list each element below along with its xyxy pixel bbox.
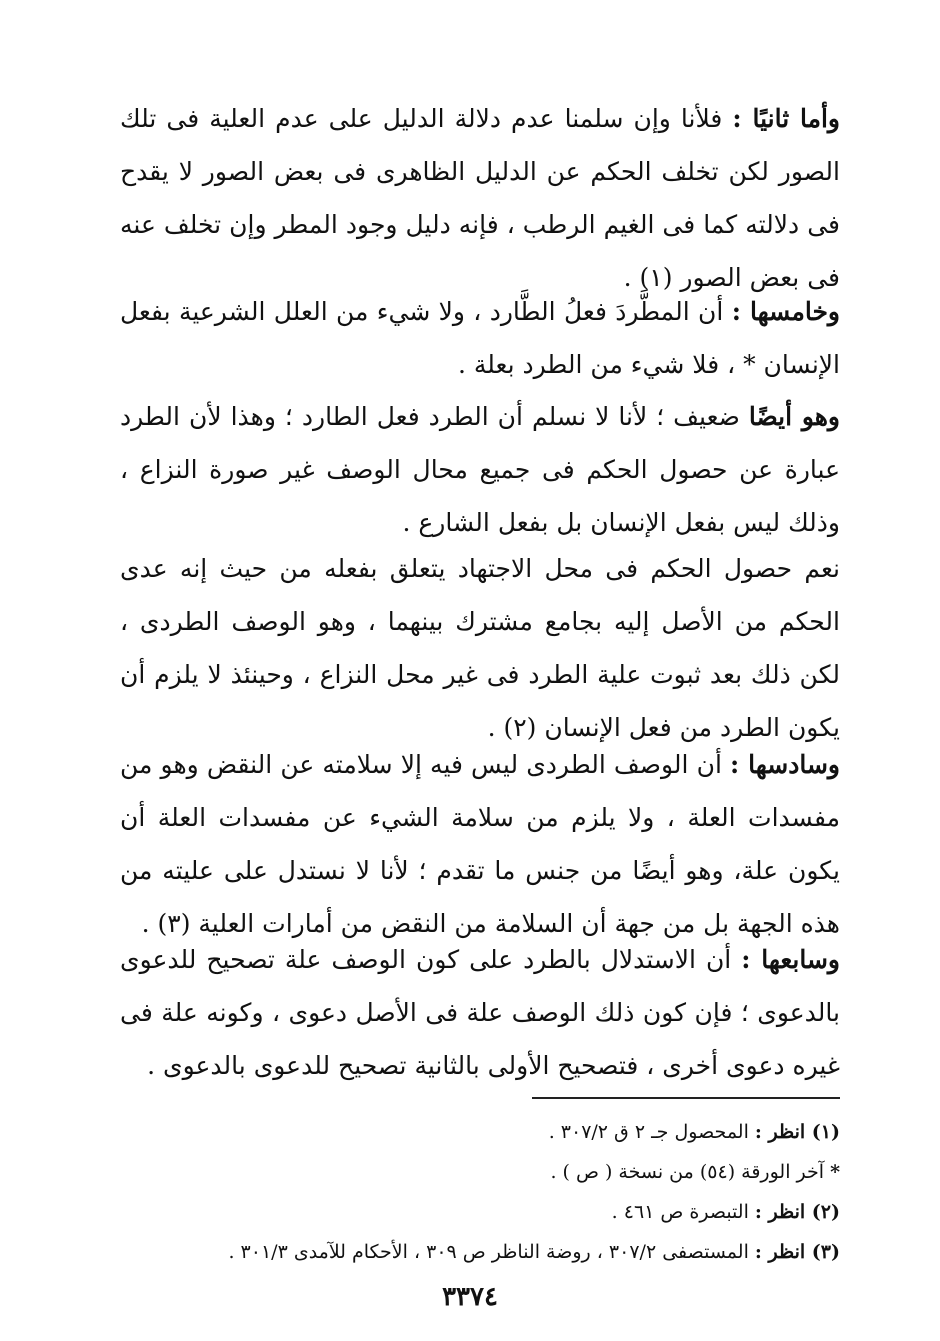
- paragraph-lead: وهو أيضًا: [748, 402, 840, 431]
- footnote-label: (١) انظر :: [754, 1121, 840, 1143]
- paragraph-3: [120, 390, 840, 549]
- paragraph-4: [120, 542, 840, 754]
- paragraph-5: [120, 738, 840, 950]
- footnote-item: [130, 1232, 840, 1272]
- footnote-label: (٣) انظر :: [754, 1241, 840, 1263]
- paragraph-text: ضعيف ؛ لأنا لا نسلم أن الطرد فعل الطارد ؛ وهذا لأن الطرد عبارة عن حصول الحكم فى جميع محال الوصف غير صورة النزاع ، وذلك ليس بفعل الإنسان بل بفعل الشارع .: [120, 402, 840, 537]
- footnote-label: (٢) انظر :: [754, 1201, 840, 1223]
- paragraph-2: [120, 285, 840, 391]
- page-number: ٣٣٧٤: [442, 1282, 498, 1312]
- footnote-text: التبصرة ص ٤٦١ .: [611, 1201, 755, 1223]
- footnote-text: المحصول جـ ٢ ق ٣٠٧/٢ .: [548, 1121, 755, 1143]
- paragraph-lead: وأما ثانيًا :: [732, 104, 840, 133]
- paragraph-lead: وسابعها :: [741, 945, 840, 974]
- footnote-item: [130, 1152, 840, 1192]
- footnote-item: [130, 1112, 840, 1152]
- footnote-item: [130, 1192, 840, 1232]
- paragraph-text: أن الوصف الطردى ليس فيه إلا سلامته عن النقض وهو من مفسدات العلة ، ولا يلزم من سلامة الشيء عن مفسدات العلة أن يكون علة، وهو أيضًا من جنس ما تقدم ؛ لأنا لا نستدل على عليته من هذه الجهة بل من جهة أن السلامة من النقض من أمارات العلية (٣) .: [120, 750, 840, 938]
- footnotes: [130, 1112, 840, 1272]
- paragraph-lead: وسادسها :: [730, 750, 840, 779]
- footnote-text: المستصفى ٣٠٧/٢ ، روضة الناظر ص ٣٠٩ ، الأحكام للآمدى ٣٠١/٣ .: [228, 1241, 755, 1263]
- footnote-divider: [532, 1097, 840, 1099]
- paragraph-text: نعم حصول الحكم فى محل الاجتهاد يتعلق بفعله من حيث إنه عدى الحكم من الأصل إليه بجامع مشترك بينهما ، وهو الوصف الطردى ، لكن ذلك بعد ثبوت علية الطرد فى غير محل النزاع ، وحينئذ لا يلزم أن يكون الطرد من فعل الإنسان (٢) .: [120, 554, 840, 742]
- footnote-label: *: [830, 1161, 840, 1183]
- paragraph-text: أن المطَّردَ فعلُ الطَّارد ، ولا شيء من العلل الشرعية بفعل الإنسان * ، فلا شيء من الطرد بعلة .: [120, 297, 840, 379]
- paragraph-text: فلأنا وإن سلمنا عدم دلالة الدليل على عدم العلية فى تلك الصور لكن تخلف الحكم عن الدليل الظاهرى فى بعض الصور لا يقدح فى دلالته كما فى الغيم الرطب ، فإنه دليل وجود المطر وإن تخلف عنه فى بعض الصور (١) .: [120, 104, 840, 292]
- footnote-text: آخر الورقة (٥٤) من نسخة ( ص ) .: [550, 1161, 831, 1183]
- paragraph-6: [120, 933, 840, 1092]
- paragraph-lead: وخامسها :: [731, 297, 840, 326]
- paragraph-1: [120, 92, 840, 304]
- paragraph-text: أن الاستدلال بالطرد على كون الوصف علة تصحيح للدعوى بالدعوى ؛ فإن كون ذلك الوصف علة فى الأصل دعوى ، وكونه علة فى غيره دعوى أخرى ، فتصحيح الأولى بالثانية تصحيح للدعوى بالدعوى .: [120, 945, 840, 1080]
